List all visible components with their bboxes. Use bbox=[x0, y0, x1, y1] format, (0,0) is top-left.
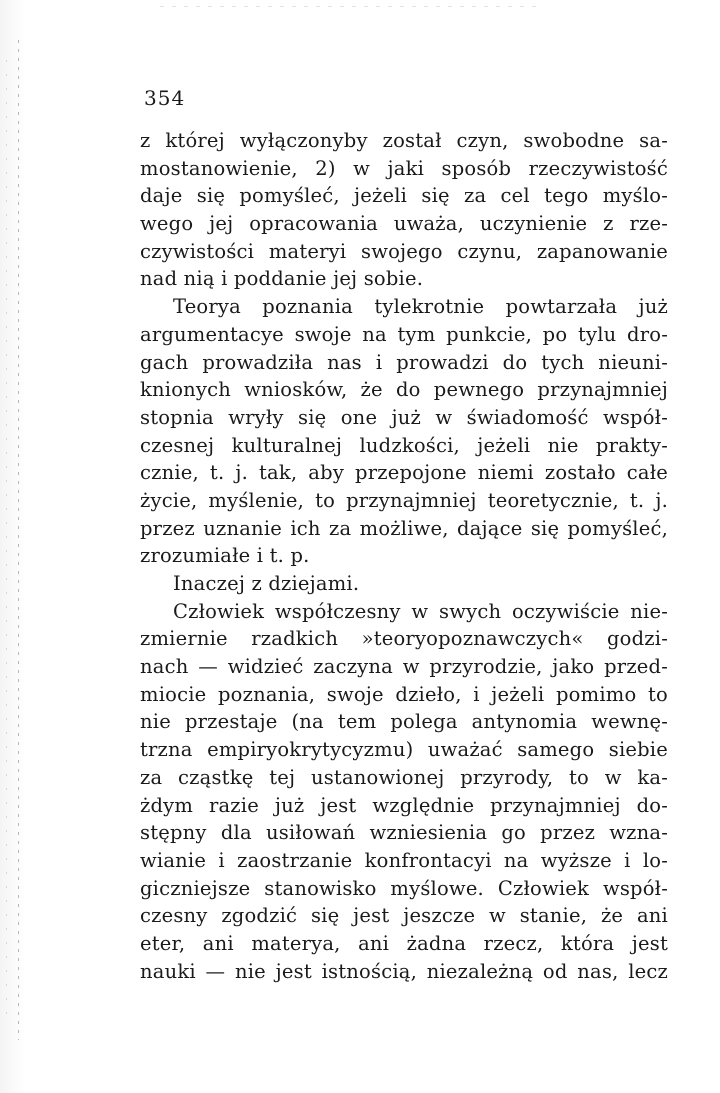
text-line: żdym razie już jest względnie przynajmniej do- bbox=[140, 793, 668, 817]
text-line: stopnia wryły się one już w świadomość współ- bbox=[140, 405, 668, 429]
text-line: miocie poznania, swoje dzieło, i jeżeli pomimo to bbox=[140, 682, 668, 706]
text-line: wego jej opracowania uważa, uczynienie z rze- bbox=[140, 212, 668, 236]
text-line: zmiernie rzadkich »teoryopoznawczych« godzi- bbox=[140, 627, 668, 651]
page-number: 354 bbox=[144, 86, 186, 110]
text-line: eter, ani materya, ani żadna rzecz, która jest bbox=[140, 931, 668, 955]
text-line: giczniejsze stanowisko myślowe. Człowiek współ- bbox=[140, 876, 668, 900]
text-line: gach prowadziła nas i prowadzi do tych nieuni- bbox=[140, 350, 668, 374]
text-line: argumentacye swoje na tym punkcie, po tylu dro- bbox=[140, 322, 668, 346]
text-line: nauki — nie jest istnością, niezależną od nas, lecz bbox=[140, 959, 668, 983]
text-line: z której wyłączonyby został czyn, swobodne sa- bbox=[140, 129, 668, 152]
text-line: zrozumiałe i t. p. bbox=[140, 544, 310, 568]
text-line: nad nią i poddanie jej sobie. bbox=[140, 267, 424, 291]
text-line: knionych wniosków, że do pewnego przynajmniej bbox=[140, 378, 668, 402]
scan-top-smudge bbox=[160, 6, 540, 7]
text-line: stępny dla usiłowań wzniesienia go przez wzna- bbox=[140, 821, 668, 845]
text-line: czesnej kulturalnej ludzkości, jeżeli nie prakty- bbox=[140, 433, 668, 457]
text-line: za cząstkę tej ustanowionej przyrody, to w ka- bbox=[140, 765, 668, 789]
text-line: cznie, t. j. tak, aby przepojone niemi zostało całe bbox=[140, 461, 668, 485]
scan-binding-edge bbox=[0, 0, 26, 1093]
text-line: daje się pomyśleć, jeżeli się za cel tego myślo- bbox=[140, 184, 668, 208]
text-line: czywistości materyi swojego czynu, zapanowanie bbox=[140, 239, 668, 263]
text-line: życie, myślenie, to przynajmniej teoretycznie, t. j. bbox=[140, 488, 668, 512]
text-line: Człowiek współczesny w swych oczywiście nie- bbox=[173, 599, 668, 623]
text-line: trzna empiryokrytycyzmu) uważać samego siebie bbox=[140, 738, 668, 762]
text-line: wianie i zaostrzanie konfrontacyi na wyższe i lo- bbox=[140, 848, 668, 872]
text-line: Teorya poznania tylekrotnie powtarzała już bbox=[173, 295, 668, 319]
body-text bbox=[140, 127, 668, 985]
text-line: Inaczej z dziejami. bbox=[173, 572, 360, 595]
text-line: mostanowienie, 2) w jaki sposób rzeczywistość bbox=[140, 156, 668, 180]
text-line: nach — widzieć zaczyna w przyrodzie, jako przed- bbox=[140, 655, 668, 679]
text-line: czesny zgodzić się jest jeszcze w stanie, że ani bbox=[140, 904, 668, 928]
text-line: przez uznanie ich za możliwe, dające się pomyśleć, bbox=[140, 516, 668, 540]
text-line: nie przestaje (na tem polega antynomia wewnę- bbox=[140, 710, 668, 734]
